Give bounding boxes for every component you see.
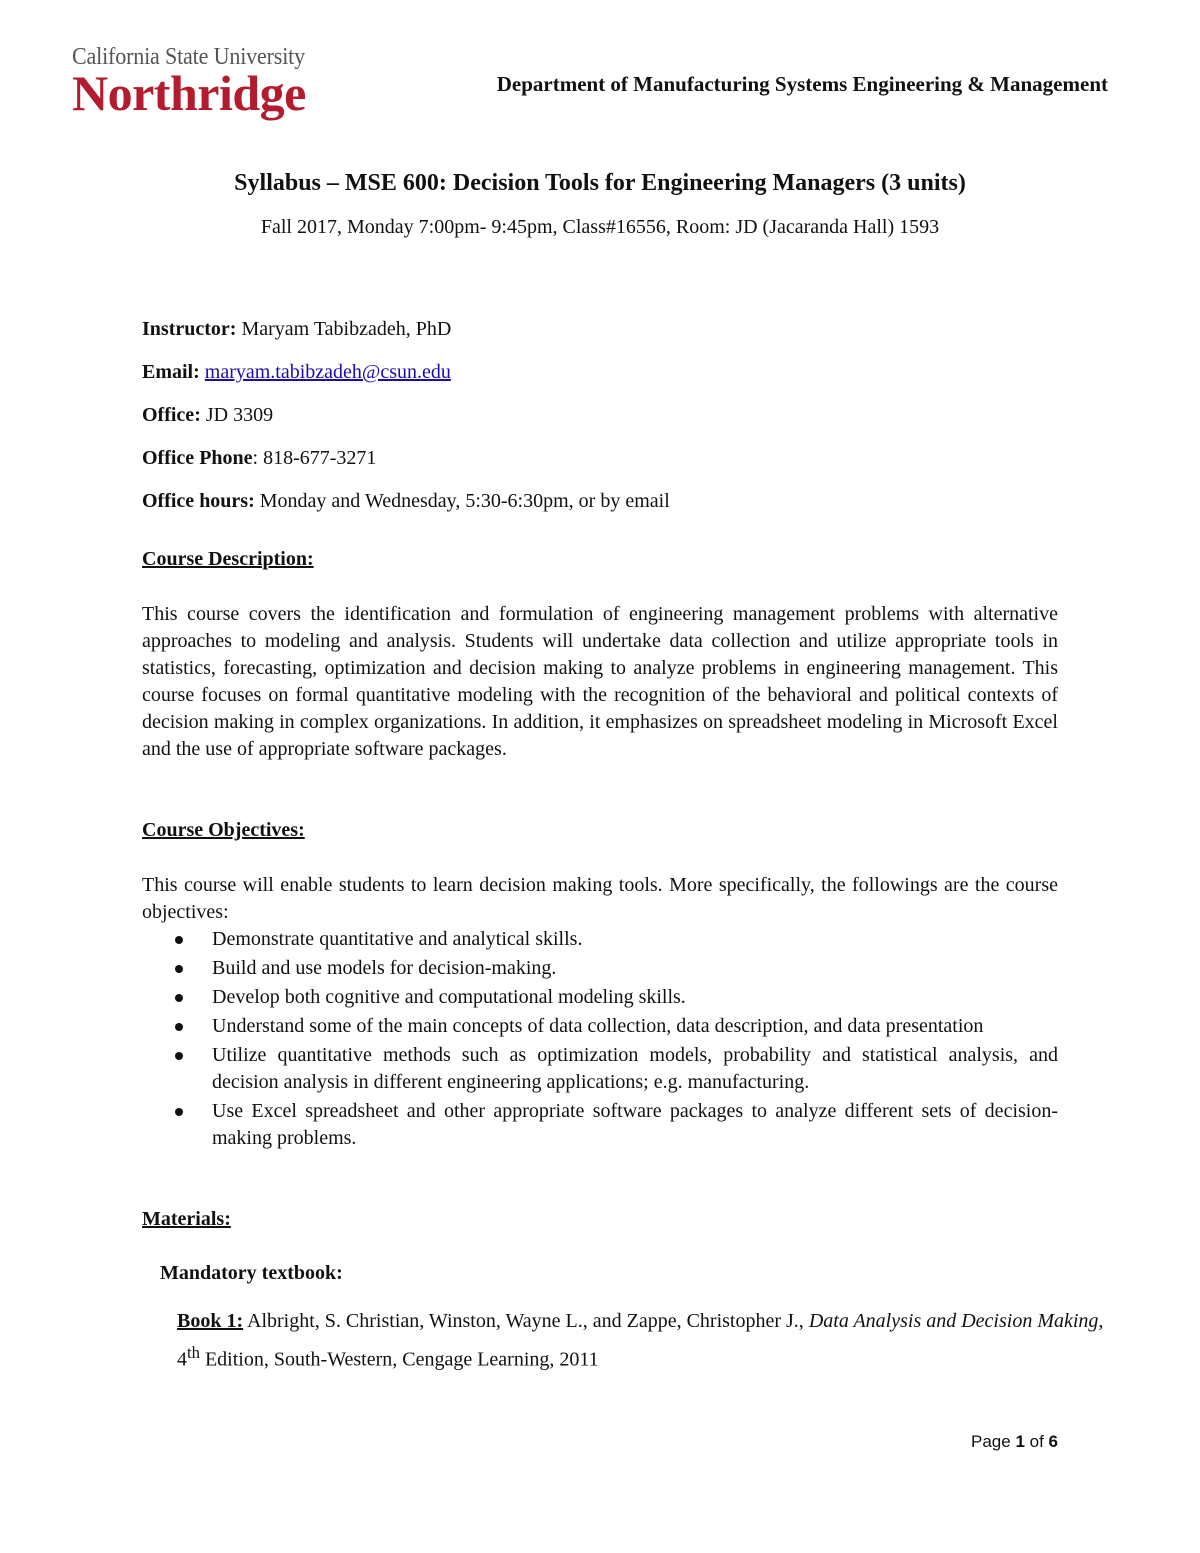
list-item bbox=[142, 926, 1058, 953]
bullet-icon bbox=[175, 1052, 183, 1060]
bullet-icon bbox=[175, 1108, 183, 1116]
objective-text: Understand some of the main concepts of data collection, data description, and data presentation bbox=[212, 1015, 984, 1037]
page-of: of bbox=[1024, 1432, 1049, 1451]
objectives-list bbox=[142, 926, 1058, 1154]
bullet-icon bbox=[175, 994, 183, 1002]
bullet-icon bbox=[175, 1023, 183, 1031]
syllabus-title: Syllabus – MSE 600: Decision Tools for Engineering Managers (3 units) bbox=[234, 170, 966, 196]
mandatory-textbook-heading: Mandatory textbook: bbox=[160, 1262, 343, 1284]
bullet-icon bbox=[175, 936, 183, 944]
list-item bbox=[142, 1098, 1058, 1152]
office-label: Office: bbox=[142, 404, 201, 426]
office-phone-line bbox=[142, 447, 376, 470]
list-item bbox=[142, 955, 1058, 982]
book-1-label: Book 1: bbox=[177, 1310, 244, 1332]
course-schedule: Fall 2017, Monday 7:00pm- 9:45pm, Class#16556, Room: JD (Jacaranda Hall) 1593 bbox=[260, 216, 940, 238]
materials-heading: Materials: bbox=[142, 1208, 231, 1230]
logo-top-text: California State University bbox=[72, 44, 305, 70]
office-hours-line bbox=[142, 490, 670, 513]
objective-text: Use Excel spreadsheet and other appropriate software packages to analyze different sets of decision-making problems. bbox=[212, 1100, 1058, 1149]
course-objectives-heading: Course Objectives: bbox=[142, 819, 305, 841]
book-1-publisher: Edition, South-Western, Cengage Learning, 2011 bbox=[199, 1348, 599, 1371]
book-1-edition: , 4 bbox=[177, 1310, 1104, 1371]
instructor-value: Maryam Tabibzadeh, PhD bbox=[236, 318, 452, 340]
office-hours-value: Monday and Wednesday, 5:30-6:30pm, or by email bbox=[254, 490, 670, 512]
bullet-icon bbox=[175, 965, 183, 973]
office-phone-value: : 818-677-3271 bbox=[252, 447, 377, 469]
office-phone-label: Office Phone bbox=[142, 447, 253, 469]
page-word: Page bbox=[971, 1432, 1016, 1451]
course-objectives-intro: This course will enable students to learn decision making tools. More specifically, the followings are the course objectives: bbox=[142, 874, 1058, 923]
office-hours-label: Office hours: bbox=[142, 490, 255, 512]
list-item bbox=[142, 1042, 1058, 1096]
course-description-heading: Course Description: bbox=[142, 548, 314, 570]
instructor-label: Instructor: bbox=[142, 318, 237, 340]
office-value: JD 3309 bbox=[200, 404, 274, 426]
logo-bottom-text: Northridge bbox=[72, 65, 306, 121]
objective-text: Utilize quantitative methods such as optimization models, probability and statistical analysis, and decision analysis in different engineering applications; e.g. manufacturing. bbox=[212, 1044, 1058, 1093]
objective-text: Build and use models for decision-making. bbox=[212, 957, 557, 979]
course-description-text: This course covers the identification and formulation of engineering management problems with alternative approaches to modeling and analysis. Students will undertake data collection and utilize appropriate tools in statistics, forecasting, optimization and decision making to analyze problems in engineering management. This course focuses on formal quantitative modeling with the recognition of the behavioral and political contexts of decision making in complex organizations. In addition, it emphasizes on spreadsheet modeling in Microsoft Excel and the use of appropriate software packages. bbox=[142, 603, 1058, 760]
office-line bbox=[142, 404, 273, 427]
university-logo bbox=[72, 44, 312, 121]
list-item bbox=[142, 1013, 1058, 1040]
objective-text: Demonstrate quantitative and analytical skills. bbox=[212, 928, 583, 950]
department-name: Department of Manufacturing Systems Engineering & Management bbox=[496, 72, 1108, 96]
book-1-edition-suffix: th bbox=[187, 1343, 200, 1362]
email-label: Email: bbox=[142, 361, 200, 383]
book-1-title: Data Analysis and Decision Making bbox=[808, 1310, 1099, 1332]
book-1-authors: Albright, S. Christian, Winston, Wayne L., and Zappe, Christopher J., bbox=[243, 1310, 809, 1332]
email-line bbox=[142, 361, 451, 384]
page-total: 6 bbox=[1048, 1432, 1058, 1451]
book-1-entry bbox=[177, 1306, 1107, 1376]
objective-text: Develop both cognitive and computational modeling skills. bbox=[212, 986, 686, 1008]
instructor-line bbox=[142, 318, 451, 341]
list-item bbox=[142, 984, 1058, 1011]
page-number bbox=[971, 1432, 1058, 1452]
page-current: 1 bbox=[1015, 1432, 1025, 1451]
email-link[interactable]: maryam.tabibzadeh@csun.edu bbox=[204, 361, 451, 383]
